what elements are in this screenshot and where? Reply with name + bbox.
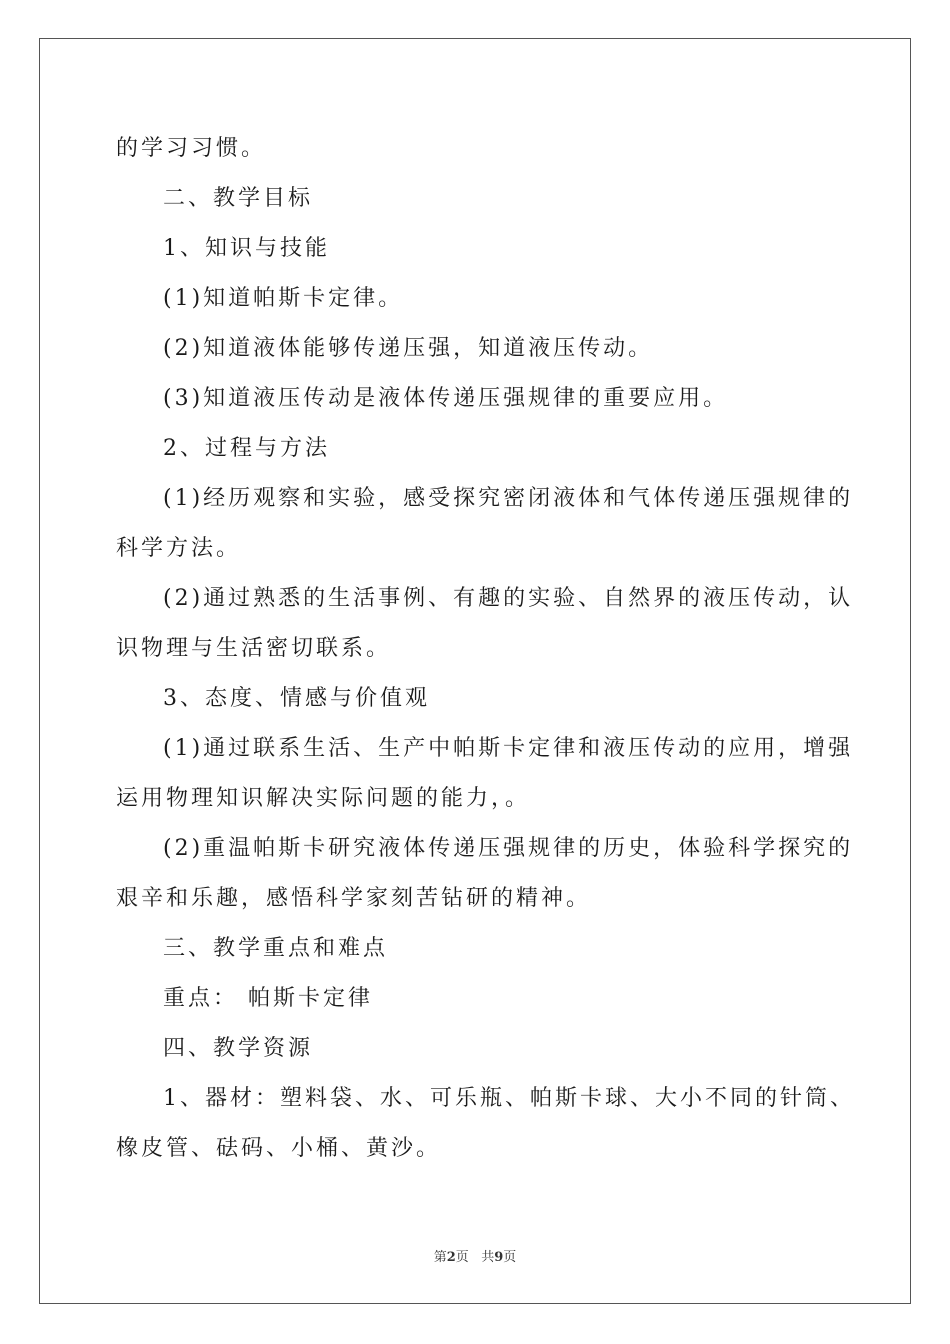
footer-prefix: 第: [433, 1250, 447, 1265]
footer-total-prefix: 共: [481, 1250, 495, 1265]
text-line: 1、器材：塑料袋、水、可乐瓶、帕斯卡球、大小不同的针筒、: [163, 1086, 855, 1111]
text-line: 四、教学资源: [163, 1036, 314, 1061]
text-line: (2)知道液体能够传递压强，知道液压传动。: [163, 336, 654, 361]
text-line: 1、知识与技能: [163, 236, 330, 261]
text-line: 科学方法。: [116, 536, 242, 561]
text-line: 3、态度、情感与价值观: [163, 686, 430, 711]
text-line: (1)通过联系生活、生产中帕斯卡定律和液压传动的应用，增强: [163, 736, 854, 761]
text-line: (2)重温帕斯卡研究液体传递压强规律的历史，体验科学探究的: [163, 836, 854, 861]
footer-page-unit: 页: [455, 1250, 469, 1265]
text-line: 三、教学重点和难点: [163, 936, 389, 961]
text-line: (3)知道液压传动是液体传递压强规律的重要应用。: [163, 386, 729, 411]
page-footer: [0, 1246, 950, 1265]
text-line: 艰辛和乐趣，感悟科学家刻苦钻研的精神。: [116, 886, 592, 911]
text-line: 重点： 帕斯卡定律: [163, 986, 373, 1011]
total-pages-number: 9: [494, 1250, 504, 1265]
text-line: 运用物理知识解决实际问题的能力，。: [116, 786, 531, 811]
footer-total-unit: 页: [503, 1250, 517, 1265]
text-line: 识物理与生活密切联系。: [116, 636, 392, 661]
current-page-number: 2: [446, 1250, 456, 1265]
document-body: [116, 124, 855, 1174]
text-line: (2)通过熟悉的生活事例、有趣的实验、自然界的液压传动，认: [163, 586, 854, 611]
text-line: 二、教学目标: [163, 186, 314, 211]
text-line: 橡皮管、砝码、小桶、黄沙。: [116, 1136, 442, 1161]
text-line: (1)经历观察和实验，感受探究密闭液体和气体传递压强规律的: [163, 486, 854, 511]
text-line: (1)知道帕斯卡定律。: [163, 286, 404, 311]
text-line: 的学习习惯。: [116, 136, 267, 161]
text-line: 2、过程与方法: [163, 436, 330, 461]
